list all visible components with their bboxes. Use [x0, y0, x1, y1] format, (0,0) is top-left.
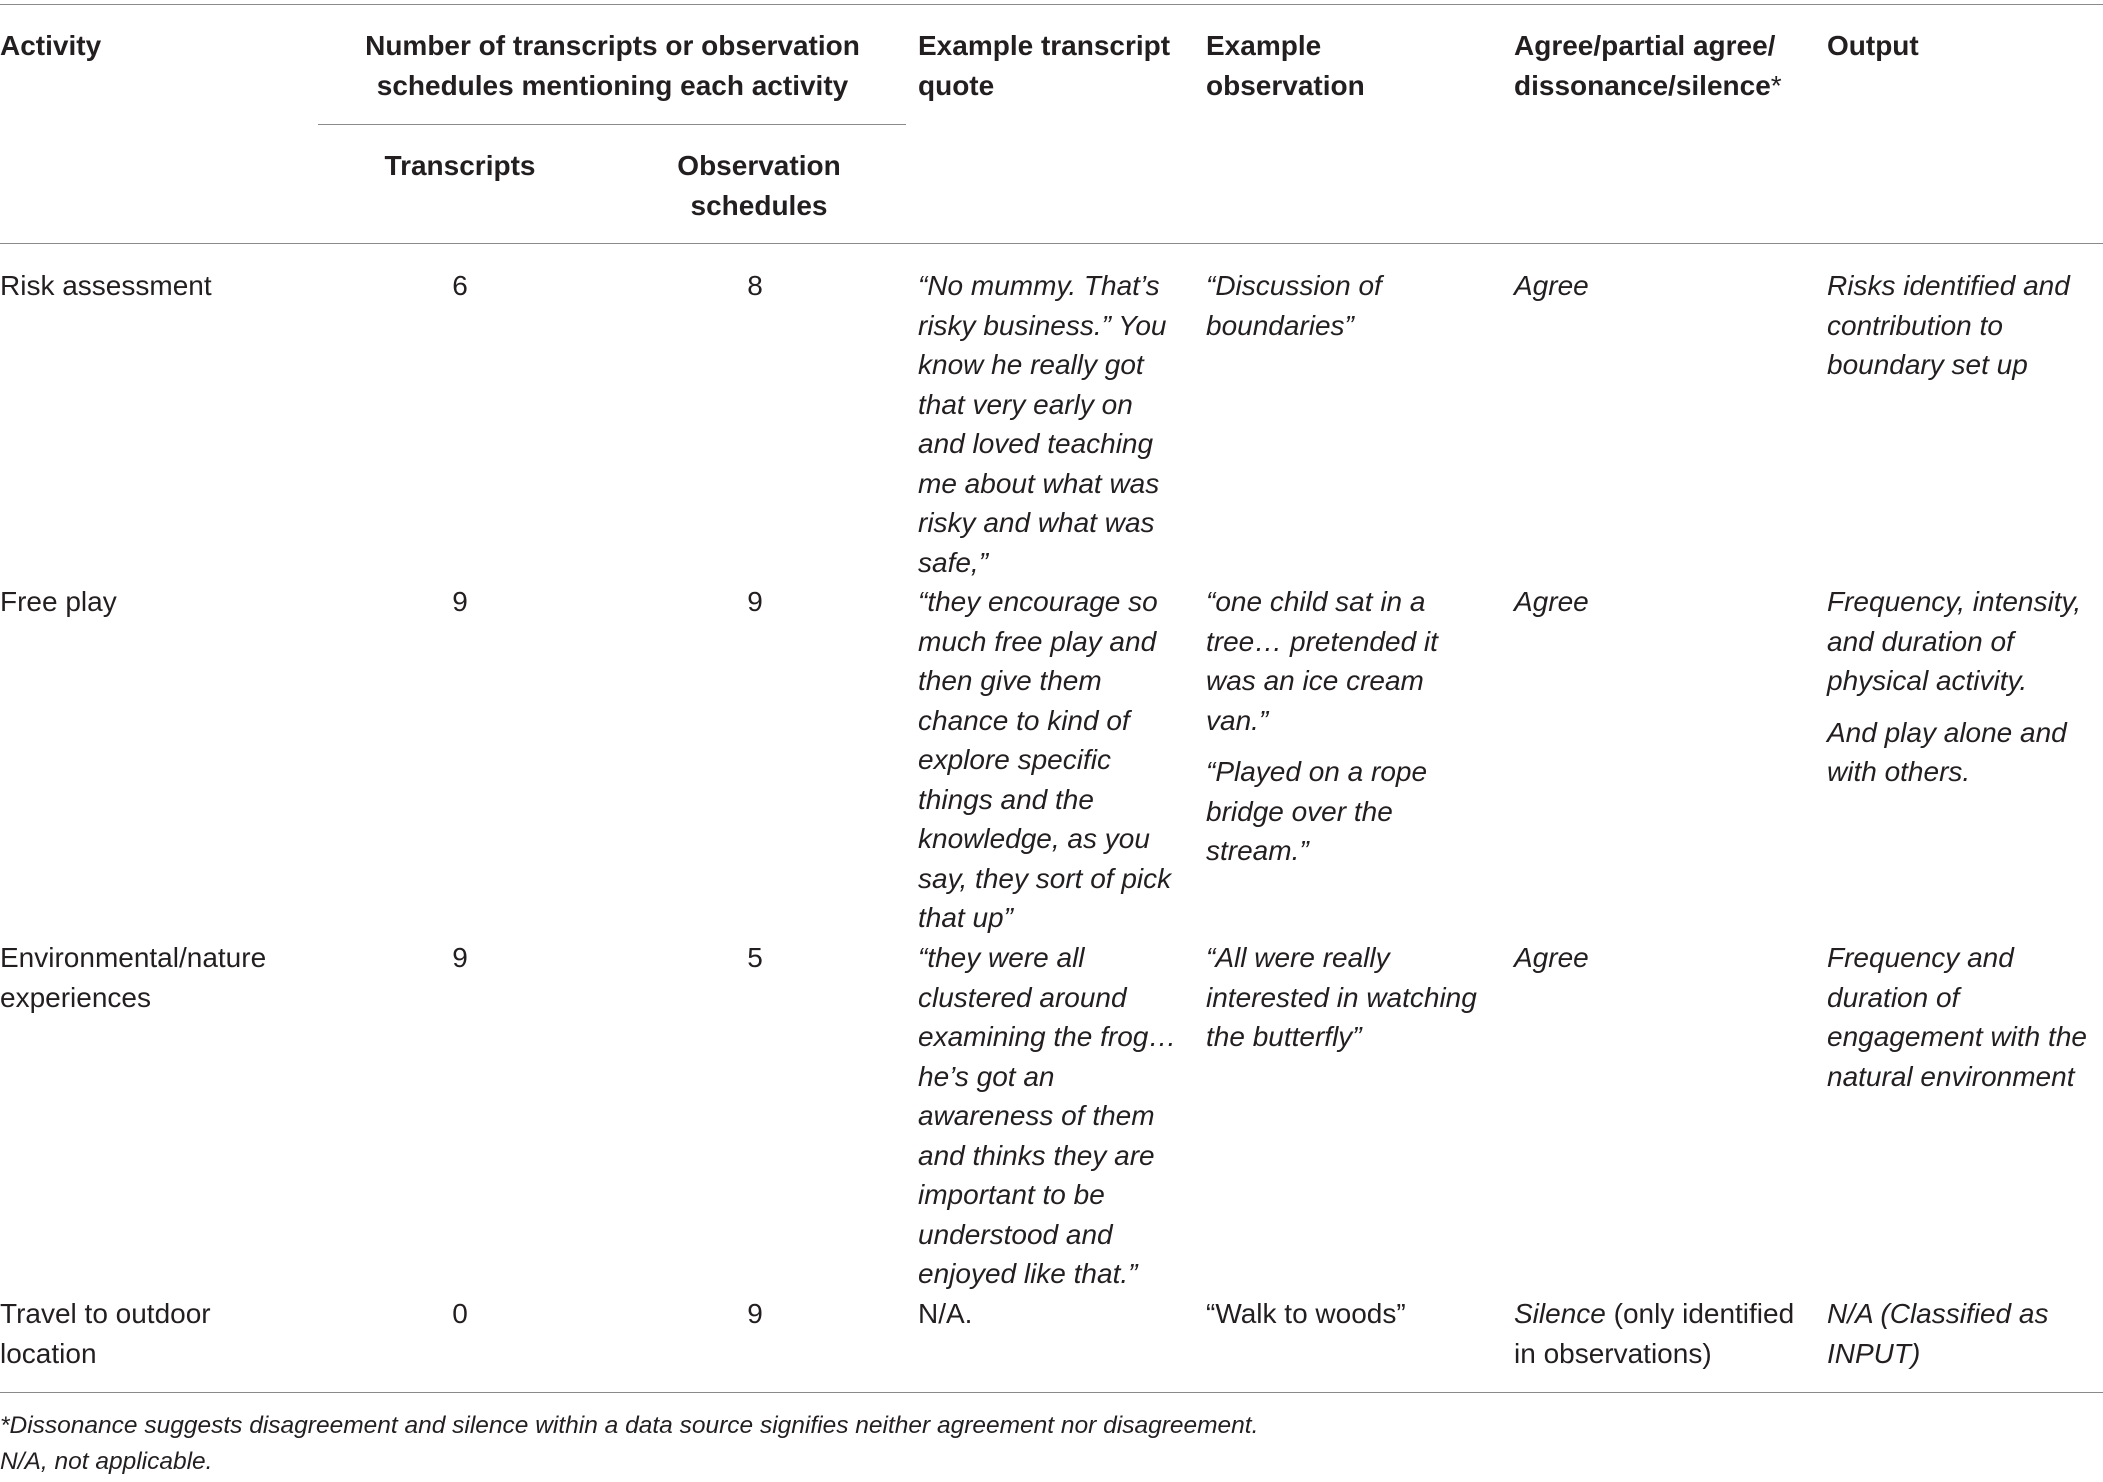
- row-transcripts-count: 0: [452, 1298, 468, 1329]
- row-example-observation: [1206, 1294, 1491, 1334]
- row-observations-count: 9: [747, 586, 763, 617]
- row-agreement: [1514, 938, 1814, 978]
- footnote-na: N/A, not applicable.: [0, 1448, 213, 1475]
- row-activity: Risk assessment: [0, 270, 212, 301]
- output-paragraph: N/A (Classified as INPUT): [1827, 1298, 2049, 1369]
- row-transcripts-count: 9: [452, 586, 468, 617]
- row-activity: Travel to outdoor location: [0, 1298, 211, 1369]
- row-example-observation: [1206, 582, 1491, 871]
- header-output: Output: [1827, 30, 1919, 61]
- row-example-observation: [1206, 938, 1491, 1057]
- header-agreement: [1514, 26, 1814, 106]
- row-output: [1827, 582, 2099, 792]
- observation-paragraph: “one child sat in a tree… pretended it was an ice cream van.”: [1206, 586, 1438, 736]
- agreement-value: Agree: [1514, 270, 1589, 301]
- agreement-value: Agree: [1514, 942, 1589, 973]
- row-output: [1827, 1294, 2077, 1373]
- output-paragraph: And play alone and with others.: [1827, 716, 2067, 787]
- row-observations-count: 5: [747, 942, 763, 973]
- row-example-quote: “they were all clustered around examining the frog… he’s got an awareness of them and thinks they are important to be understood and enjoyed like that.”: [918, 942, 1177, 1289]
- header-count-group: Number of transcripts or observation schedules mentioning each activity: [365, 30, 860, 101]
- row-observations-count: 9: [747, 1298, 763, 1329]
- table-bottom-rule: [0, 1392, 2103, 1393]
- header-example-quote: Example transcript quote: [918, 30, 1171, 101]
- row-transcripts-count: 9: [452, 942, 468, 973]
- row-transcripts-count: 6: [452, 270, 468, 301]
- row-observations-count: 8: [747, 270, 763, 301]
- header-agreement-label: Agree/partial agree/ dissonance/silence: [1514, 30, 1776, 101]
- row-agreement: [1514, 266, 1814, 306]
- header-example-observation: Example observation: [1206, 30, 1365, 101]
- agreement-value: Silence: [1514, 1298, 1606, 1329]
- output-paragraph: Frequency and duration of engagement with the natural environment: [1827, 942, 2087, 1092]
- row-output: [1827, 266, 2099, 385]
- output-paragraph: Frequency, intensity, and duration of physical activity.: [1827, 586, 2082, 696]
- row-example-observation: [1206, 266, 1491, 345]
- header-subgroup-rule: [318, 124, 906, 125]
- row-example-quote: “No mummy. That’s risky business.” You know he really got that very early on and loved teaching me about what was risky and what was safe,”: [918, 270, 1167, 578]
- observation-paragraph: “Walk to woods”: [1206, 1298, 1406, 1329]
- row-agreement: [1514, 582, 1814, 622]
- header-activity: Activity: [0, 30, 102, 61]
- row-example-quote: N/A.: [918, 1298, 973, 1329]
- header-bottom-rule: [0, 243, 2103, 244]
- agreement-note: (only identified in observations): [1514, 1298, 1795, 1369]
- header-agreement-mark: *: [1770, 70, 1782, 101]
- row-agreement: [1514, 1294, 1814, 1373]
- row-activity: Free play: [0, 586, 117, 617]
- observation-paragraph: “All were really interested in watching the butterfly”: [1206, 942, 1477, 1052]
- header-observation-schedules: Observation schedules: [677, 150, 841, 221]
- header-transcripts: Transcripts: [384, 150, 536, 181]
- observation-paragraph: “Discussion of boundaries”: [1206, 270, 1382, 341]
- row-example-quote: “they encourage so much free play and then give them chance to kind of explore specific things and the knowledge, as you say, they sort of pick that up”: [918, 586, 1172, 933]
- row-output: [1827, 938, 2099, 1096]
- agreement-value: Agree: [1514, 586, 1589, 617]
- table-top-rule: [0, 4, 2103, 5]
- output-paragraph: Risks identified and contribution to boundary set up: [1827, 270, 2070, 380]
- observation-paragraph: “Played on a rope bridge over the stream.”: [1206, 756, 1428, 866]
- row-activity: Environmental/nature experiences: [0, 942, 267, 1013]
- footnote-dissonance: *Dissonance suggests disagreement and silence within a data source signifies neither agreement nor disagreement.: [0, 1412, 1259, 1439]
